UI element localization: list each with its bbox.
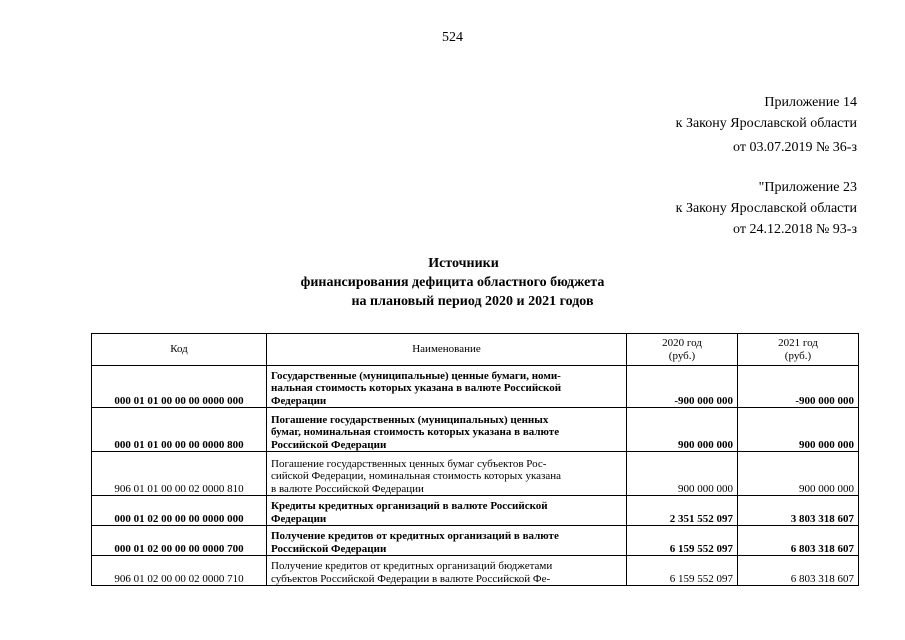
header-2020: 2020 год (руб.) [627,334,738,366]
document-title [0,254,905,311]
appendix-previous-line2: к Закону Ярославской области [675,201,857,216]
row-2021: 6 803 318 607 [738,526,859,556]
row-code: 000 01 01 00 00 00 0000 800 [92,408,267,452]
row-code: 000 01 02 00 00 00 0000 700 [92,526,267,556]
row-2020: 6 159 552 097 [627,556,738,586]
appendix-current-line3: от 03.07.2019 № 36-з [733,140,857,155]
title-line2: финансирования дефицита областного бюджета [300,275,605,290]
appendix-previous-line1: "Приложение 23 [758,180,857,195]
financing-sources-table [91,333,859,586]
table-row [92,496,859,526]
table-row [92,366,859,408]
table-row [92,452,859,496]
row-2021: 6 803 318 607 [738,556,859,586]
table-header-row [92,334,859,366]
row-name: Погашение государственных (муниципальных) ценных бумаг, номинальная стоимость которых указана в валюте Российской Федерации [267,408,627,452]
header-code: Код [92,334,267,366]
table-row [92,526,859,556]
title-line3: на плановый период 2020 и 2021 годов [351,294,594,309]
appendix-current-line1: Приложение 14 [764,95,857,110]
row-2020: 2 351 552 097 [627,496,738,526]
row-2020: 6 159 552 097 [627,526,738,556]
appendix-previous [676,177,857,240]
row-2020: -900 000 000 [627,366,738,408]
row-2021: 900 000 000 [738,452,859,496]
row-code: 906 01 01 00 00 02 0000 810 [92,452,267,496]
row-name: Государственные (муниципальные) ценные бумаги, номи- нальная стоимость которых указана в валюте Российской Федерации [267,366,627,408]
row-2021: -900 000 000 [738,366,859,408]
row-name: Погашение государственных ценных бумаг субъектов Рос- сийской Федерации, номинальная стоимость которых указана в валюте Российской Федерации [267,452,627,496]
row-name: Получение кредитов от кредитных организаций бюджетами субъектов Российской Федерации в валюте Российской Фе- [267,556,627,586]
row-2020: 900 000 000 [627,452,738,496]
row-code: 906 01 02 00 00 02 0000 710 [92,556,267,586]
row-code: 000 01 02 00 00 00 0000 000 [92,496,267,526]
header-2021: 2021 год (руб.) [738,334,859,366]
row-code: 000 01 01 00 00 00 0000 000 [92,366,267,408]
appendix-previous-line3: от 24.12.2018 № 93-з [733,222,857,237]
appendix-current [676,92,857,158]
row-2020: 900 000 000 [627,408,738,452]
header-name: Наименование [267,334,627,366]
appendix-current-line2: к Закону Ярославской области [675,116,857,131]
table-row [92,556,859,586]
table-row [92,408,859,452]
row-2021: 3 803 318 607 [738,496,859,526]
title-line1: Источники [428,256,499,271]
page-number: 524 [442,30,463,45]
row-2021: 900 000 000 [738,408,859,452]
row-name: Кредиты кредитных организаций в валюте Российской Федерации [267,496,627,526]
row-name: Получение кредитов от кредитных организаций в валюте Российской Федерации [267,526,627,556]
